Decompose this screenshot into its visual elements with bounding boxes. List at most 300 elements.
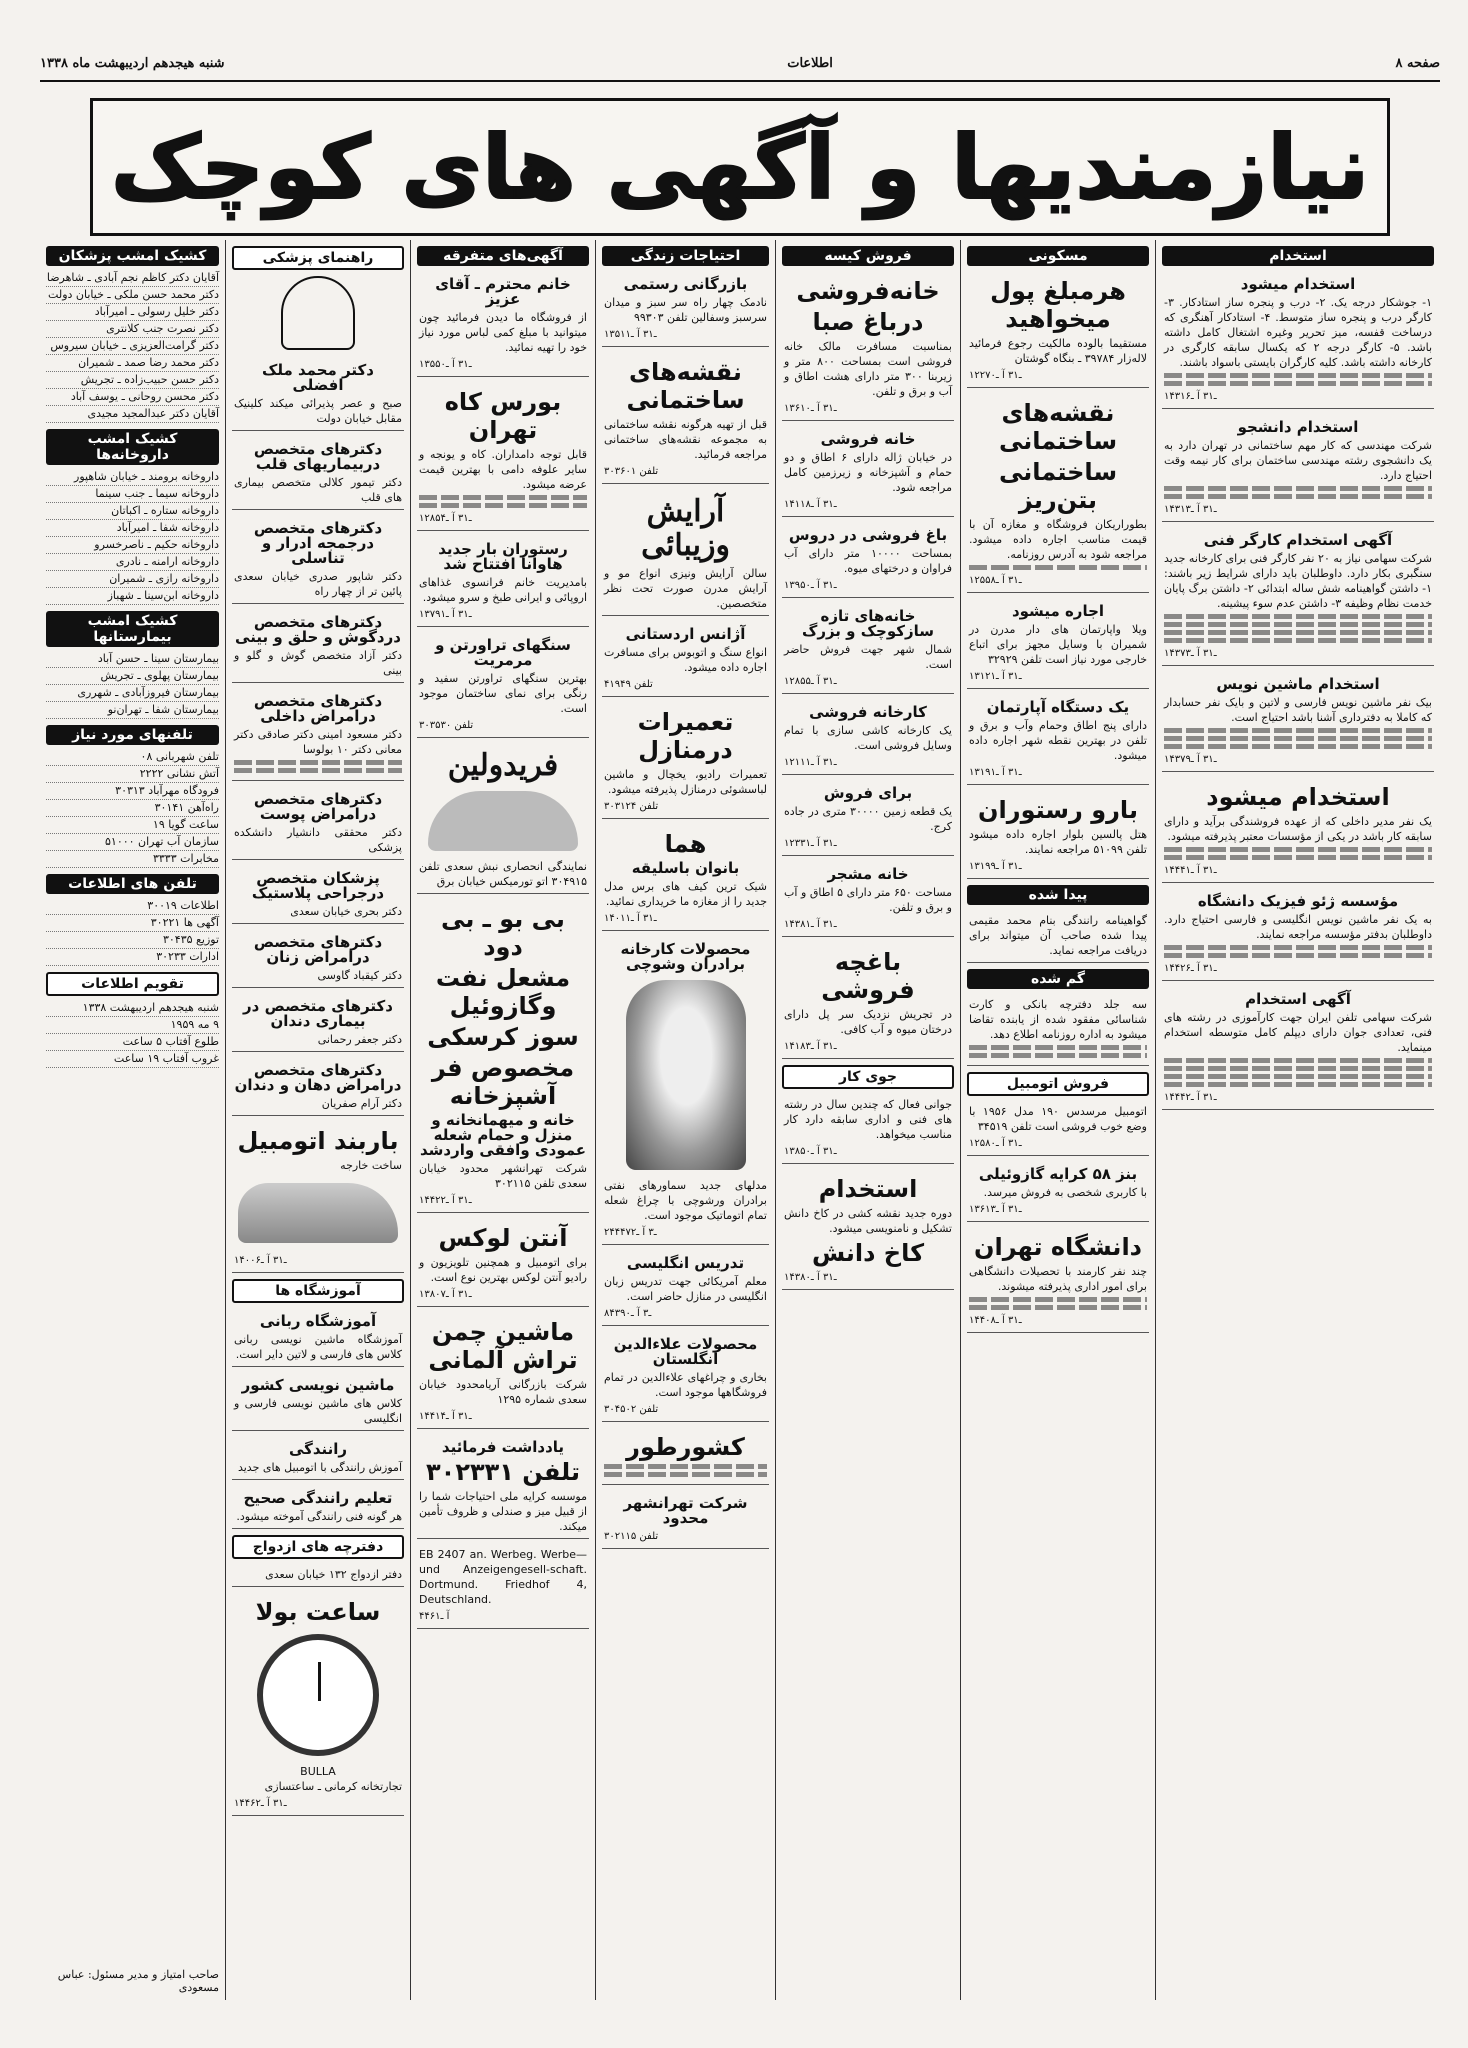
column-life-needs [595,240,775,2000]
page-header [40,46,1440,80]
ad-code: تلفن ۳۰۴۵۰۲ [604,1404,659,1415]
ad-body: ساخت خارجه [340,1159,402,1172]
ad-title: ماشین چمن تراش آلمانی [428,1318,578,1374]
ad-title: درباغ صبا [812,308,924,336]
list-item: ادارات ۳۰۲۳۳ [46,949,219,966]
ad-title: هما [664,830,707,858]
ad-title: شرکت تهرانشهر محدود [623,1494,748,1527]
paper-name: اطلاعات [787,55,833,71]
ad-code: ۱ـ۳۱ آ ـ۲۲۷۰ [969,370,1022,381]
list-item: آتش نشانی ۲۲۲۲ [46,766,219,783]
iron-illustration [428,791,578,851]
page-number: صفحه ۸ [1395,55,1440,71]
list-item: غروب آفتاب ۱۹ ساعت [46,1051,219,1068]
ad-code: آ ـ۴۴۶۱ [419,1611,450,1622]
ad-body: هر گونه فنی رانندگی آموخته میشود. [236,1510,402,1523]
ad-title: خانه مشجر [827,865,909,883]
section-header-job-seekers: جوی کار [782,1065,954,1089]
ad-title: یادداشت فرمائید [441,1438,565,1456]
section-header-phones: تلفنهای مورد نیاز [46,725,219,745]
ad-code: ۱ـ۳۱ آ ـ۲۳۳۱ [784,838,837,849]
classified-ad [602,1489,769,1549]
ad-code: ۱ـ۳۱ آ ـ۴۴۱۴ [419,1411,472,1422]
ad-body: معلم آمریکائی جهت تدریس زبان انگلیسی در منازل حاضر است. [604,1275,767,1303]
ad-body: دکتر آزاد متخصص گوش و گلو و بینی [234,649,402,677]
publisher-note: صاحب امتیاز و مدیر مسئول: عباس مسعودی [57,1968,219,1994]
ad-body: دوره جدید نقشه کشی در کاخ دانش تشکیل و نامنویسی میشود. [784,1207,952,1235]
classified-ad [967,993,1149,1066]
ad-body: دکتر جعفر رحمانی [317,1033,402,1046]
section-header-life-needs: احتیاجات زندگی [602,246,769,266]
ad-body: دکتر کیقباد گاوسی [317,969,402,982]
list-item: آقایان دکتر کاظم نجم آبادی ـ شاهرضا [46,270,219,287]
classified-ad [967,693,1149,785]
section-header-pharmacies: کشیک امشب داروخانه‌ها [46,429,219,465]
phones-list [46,749,219,868]
ad-code: تلفن ۳۰۲۱۱۵ [604,1531,659,1542]
list-item: داروخانه ارامنه ـ نادری [46,554,219,571]
classified-ad [417,1217,589,1307]
section-header-found: پیدا شده [967,885,1149,905]
ad-body: مساحت ۶۵۰ متر دارای ۵ اطاق و آب و برق و تلفن. [784,886,953,914]
list-item: دکتر گرامت‌العزیزی ـ خیابان سیروس [46,338,219,355]
ad-code: ۱ـ۳۱ آ ـ۳۸۵۰ [784,1146,837,1157]
ad-title: مشعل نفت وگازوئیل [435,964,571,1020]
date-line: شنبه هیجدهم اردیبهشت ماه ۱۳۳۸ [40,55,225,71]
section-header-ettelaat-phones: تلفن های اطلاعات [46,874,219,894]
ad-body: از فروشگاه ما دیدن فرمائید چون میتوانید با مبلغ کمی لباس مورد نیاز خود را تهیه نمائید. [419,311,587,354]
classified-ad [232,1435,404,1480]
classified-ad [782,779,954,856]
ad-title: کاخ دانش [811,1239,925,1267]
ad-title: آموزشگاه ربانی [259,1312,377,1330]
ad-title: آگهی استخدام کارگر فنی [1203,531,1393,549]
classified-ad [602,935,769,1245]
ad-code: ۱ـ۳۱ آ ـ۳۶۱۳ [969,1204,1022,1215]
list-item: آقایان دکتر عبدالمجید مجیدی [46,406,219,423]
ad-code: ۱ـ۳۱ آ ـ۴۳۱۶ [1164,391,1217,402]
classified-ad [232,992,404,1052]
ad-body: دکتر مسعود امینی دکتر صادقی دکتر معانی دکتر ۱۰ بولوسا [234,728,402,756]
list-item: بیمارستان سینا ـ حسن آباد [46,651,219,668]
ad-title: دکتر محمد ملک افضلی [262,361,374,394]
ad-code: ۱ـ۳۱ آ ـ۴۳۱۳ [1164,504,1217,515]
ad-body: گواهینامه رانندگی بنام محمد مقیمی پیدا شده صاحب آن میتواند برای دریافت مراجعه نماید. [969,914,1147,957]
column-for-sale [775,240,960,2000]
classified-ad [967,392,1149,593]
classified-ad [967,597,1149,689]
ad-title: تلفن ۳۰۲۳۳۱ [426,1458,580,1486]
ad-code: ۱ـ۳۱ آ ـ۳۸۰۷ [419,1289,472,1300]
ad-body: دکتر تیمور کلالی متخصص بیماری های قلب [234,476,402,504]
ad-title: خانه‌های تازه سازکوچک و بزرگ [801,607,935,640]
ad-code: ۱ـ۳۱ آ ـ۴۱۸۳ [784,1041,837,1052]
ad-code: ۱ـ۳۱ آ ـ۴۴۲۶ [1164,963,1217,974]
classified-ad [1162,526,1434,666]
classified-ad [417,631,589,738]
classified-ad [232,1591,404,1816]
ad-body: قابل توجه دامداران. کاه و یونجه و سایر علوفه دامی با بهترین قیمت عرضه میشود. [419,448,587,491]
ad-title: پزشکان متخصص درجراحی پلاستیک [251,869,385,902]
section-header-calendar: تقویم اطلاعات [46,972,219,996]
list-item: بیمارستان پهلوی ـ تجریش [46,668,219,685]
ad-title: باغچه فروشی [821,948,915,1004]
ad-body: بیک نفر ماشین نویس فارسی و لاتین و بایک نفر حسابدار که کاملا به دفترداری آشنا باشد احتیاج است. [1164,696,1432,724]
ad-code: ۱ـ۳۱ آ ـ۴۳۷۳ [1164,648,1217,659]
ad-code: ۱ـ۳۱ آ ـ۳۱۹۱ [969,767,1022,778]
ad-body: یک کارخانه کاشی سازی با تمام وسایل فروشی است. [784,724,952,752]
classified-ad [967,789,1149,879]
ad-body: با کاربری شخصی به فروش میرسد. [983,1186,1147,1199]
list-item: داروخانه ستاره ـ اکباتان [46,503,219,520]
list-item: ساعت گویا ۱۹ [46,817,219,834]
ad-title: باربند اتومبیل [237,1127,399,1155]
classified-ad [417,270,589,377]
classified-ad [782,521,954,598]
classified-ad [417,1543,589,1629]
ad-title: استخدام ماشین نویس [1216,675,1380,693]
ad-body: انواع سنگ و اتوبوس برای مسافرت اجاره داده میشود. [604,646,767,674]
list-item: مخابرات ۳۳۳۳ [46,851,219,868]
ad-title: بورس کاه تهران [444,388,562,444]
ad-title: تعلیم رانندگی صحیح [243,1489,393,1507]
ad-body: سالن آرایش ونیزی انواع مو و آرایش مدرن صورت تحت نظر متخصصین. [604,567,767,610]
list-item: ۹ مه ۱۹۵۹ [46,1017,219,1034]
list-item: داروخانه سیما ـ جنب سینما [46,486,219,503]
ad-code: ۱ـ۳۱ آ ـ۴۴۴۲ [1164,1092,1217,1103]
classified-ad [602,351,769,484]
ad-code: تلفن ۳۰۳۶۰۱ [604,466,659,477]
classified-ad [232,1056,404,1116]
list-item: دکتر محسن روحانی ـ یوسف آباد [46,389,219,406]
classified-ad [232,435,404,510]
ad-title: بنز ۵۸ کرایه گازوئیلی [978,1165,1138,1183]
column-services [40,240,225,2000]
ad-body: بمناسبت مسافرت مالک خانه فروشی است بمساحت ۸۰۰ متر و زیربنا ۳۰۰ متر دارای هشت اطاق و آب و برق و تلفن. [784,340,953,398]
list-item: اطلاعات ۳۰۰۱۹ [46,898,219,915]
classified-ad [1162,887,1434,981]
ad-code: ۱ـ۳۱ آ ـ۲۵۵۸ [969,575,1022,586]
ad-body: آموزشگاه ماشین نویسی ربانی کلاس های فارسی و لاتین دایر است. [234,1333,402,1361]
ad-code: ۱ـ۳۱ آ ـ۴۴۰۸ [969,1315,1022,1326]
ad-body: دکتر بحری خیابان سعدی [290,905,402,918]
list-item: سازمان آب تهران ۵۱۰۰۰ [46,834,219,851]
ad-body: در خیابان ژاله دارای ۶ اطاق و دو حمام و آشپزخانه و زیرزمین کامل مراجعه شود. [784,451,952,494]
samovar-illustration [626,980,746,1170]
list-item: توزیع ۳۰۴۳۵ [46,932,219,949]
section-header-miscellaneous: آگهی‌های متفرقه [417,246,589,266]
ad-body: نادمک چهار راه سر سبز و میدان سرسبز وسفالین تلفن ۹۹۳۰۳ [604,296,767,324]
classified-ad [1162,985,1434,1110]
ad-title: خانه فروشی [820,430,916,448]
classified-columns [40,240,1440,2010]
ad-title: محصولات کارخانه برادران وشوچی [620,940,751,973]
medical-chalice-icon [281,276,355,350]
ad-title: رستوران بار جدید هاوانا افتتاح شد [438,540,568,573]
ad-title: دکترهای متخصص دربیماریهای قلب [253,440,383,473]
classified-ad [782,860,954,937]
section-header-marriage-offices: دفترچه های ازدواج [232,1535,404,1559]
ad-code: ۲۴ـ۳ آ ـ۴۴۷۲ [604,1227,657,1238]
list-item: دکتر نصرت جنب کلانتری [46,321,219,338]
list-item: دکتر محمد رضا صمد ـ شمیران [46,355,219,372]
ad-code: ۱ـ۳۱ آ ـ۳۵۵۰ [419,359,472,370]
ad-body: مستقیما بالوده مالکیت رجوع فرمائید لاله‌زار ۳۹۷۸۴ ـ بنگاه گوشتان [969,337,1147,365]
classified-ad [232,785,404,860]
list-item: داروخانه رازی ـ شمیران [46,571,219,588]
list-item: دکتر خلیل رسولی ـ امیرآباد [46,304,219,321]
ad-body: یک نفر مدیر داخلی که از عهده فروشندگی برآید و دارای سابقه کار باشد در یکی از مؤسسات معتبر پذیرفته میشود. [1164,815,1432,843]
classified-ad [967,1100,1149,1156]
ad-title: بارو رستوران [978,796,1138,824]
ad-code: ۱ـ۳۱ آ ـ۳۶۱۰ [784,403,837,414]
ad-title: کارخانه فروشی [809,703,927,721]
ad-body: دفتر ازدواج ۱۳۲ خیابان سعدی [265,1568,402,1581]
ad-title: استخدام میشود [1240,275,1356,293]
ad-body: هتل پالسین بلوار اجاره داده میشود تلفن ۵۱۰۹۹ مراجعه نمایند. [969,828,1147,856]
section-header-hospitals: کشیک امشب بیمارستانها [46,611,219,647]
classified-ad [417,1433,589,1539]
ad-code: ۱ـ۳۱ آ ـ۴۳۸۱ [784,919,837,930]
classified-ad [232,356,404,431]
ad-title: مخصوص فر آشپزخانه [431,1054,575,1110]
section-header-for-sale: فروش کیسه [782,246,954,266]
ad-code: ۱ـ۳۱ آ ـ۴۴۴۱ [1164,865,1217,876]
section-header-housing: مسکونی [967,246,1149,266]
list-item: بیمارستان شفا ـ تهران‌نو [46,702,219,719]
ad-title: تعمیرات درمنازل [637,708,734,764]
classified-ad [967,1160,1149,1222]
ad-title: رانندگی [288,1440,348,1458]
ad-title: استخدام دانشجو [1237,418,1359,436]
banner-title: نیازمندیها و آگهی های کوچک [110,115,1370,219]
ad-title: آنتن لوکس [438,1224,568,1252]
ad-title: نقشه‌های ساختمانی [626,358,745,414]
ad-body: کلاس های ماشین نویسی فارسی و انگلیسی [234,1397,402,1425]
list-item: داروخانه ابن‌سینا ـ شهباز [46,588,219,605]
classified-ad [232,1371,404,1431]
ad-body: شمال شهر جهت فروش حاضر است. [784,643,952,671]
ad-title: ماشین نویسی کشور [241,1376,395,1394]
ad-code: ۱ـ۳۱ آ ـ۴۰۱۱ [604,913,657,924]
classified-ad [967,909,1149,963]
list-item: دکتر محمد حسن ملکی ـ خیابان دولت [46,287,219,304]
classified-ad [967,1226,1149,1333]
ad-title: استخدام میشود [1206,783,1390,811]
ettelaat-phones-list [46,898,219,966]
classified-ad [232,1307,404,1367]
header-rule [40,80,1440,82]
ad-body: سه جلد دفترچه بانکی و کارت شناسائی مفقود شده از یابنده تقاضا میشود به اداره روزنامه اطلاع دهد. [969,998,1147,1041]
ad-title: سوز کرسکی [427,1023,579,1051]
section-banner [90,98,1390,236]
classified-ad [417,535,589,627]
classified-ad [602,701,769,819]
ad-code: ۱ـ۳۱ آ ـ۳۱۲۱ [969,671,1022,682]
ad-body: نمایندگی انحصاری نبش سعدی تلفن ۳۰۴۹۱۵ اتو تورمیکس خیابان برق [419,860,587,888]
ad-title: دکترهای متخصص درامراض زنان [253,933,383,966]
ad-title: دکترهای متخصص درجمجه ادرار و تناسلی [253,519,383,567]
ad-body: شرکت بازرگانی آریامحدود خیابان سعدی شماره ۱۲۹۵ [419,1378,587,1406]
section-header-employment: استخدام [1162,246,1434,266]
classified-ad [417,898,589,1213]
ad-title: برای فروش [823,784,913,802]
ad-body: بامدیریت خانم فرانسوی غذاهای اروپائی و ایرانی طبخ و سرو میشود. [419,576,587,604]
section-header-car-sale: فروش اتومبیل [967,1072,1149,1096]
car-illustration [238,1183,398,1243]
column-medical [225,240,410,2000]
column-miscellaneous [410,240,595,2000]
ad-title: تدریس انگلیسی [626,1254,745,1272]
ad-title: ساعت بولا [255,1598,381,1626]
ad-title: اجاره میشود [1011,602,1105,620]
ad-body: برای اتومبیل و همچنین تلویزیون و رادیو آنتن لوکس بهترین نوع است. [419,1256,587,1284]
ad-body: آموزش رانندگی با اتومبیل های جدید [237,1461,402,1474]
classified-ad [1162,670,1434,772]
classified-ad [782,270,954,421]
ad-code: ۸ـ۳ آ ـ۴۳۹۰ [604,1308,652,1319]
ad-body: موسسه کرایه ملی احتیاجات شما را از قبیل میز و صندلی و ظروف تأمین میکند. [419,1490,587,1533]
ad-title: خانه‌فروشی [796,277,940,305]
ad-title: آژانس اردستانی [625,625,746,643]
ad-title: خانه و میهمانخانه و منزل و حمام شعله عمودی وافقی واردشد [419,1111,587,1159]
ad-code: ۱ـ۳۱ آ ـ۲۸۵۵ [784,676,837,687]
ad-title: دکترهای متخصص در بیماری دندان [243,997,393,1030]
ad-title: محصولات علاءالدین انگلستان [613,1335,758,1368]
classified-ad [1162,413,1434,522]
ad-code: ۱ـ۳۱ آ ـ۳۷۹۱ [419,609,472,620]
ad-body: مدلهای جدید سماورهای نفتی برادران ورشوچی با چراغ شعله تمام اتوماتیک موجود است. [604,1179,767,1222]
classified-ad [232,864,404,924]
classified-ad [782,698,954,775]
ad-code: ۱ـ۳۱ آ ـ۴۳۸۰ [784,1272,837,1283]
ad-title: یک دستگاه آپارتمان [986,698,1130,716]
ad-body: در تجریش نزدیک سر پل دارای درختان میوه و آب کافی. [784,1008,952,1036]
classified-ad [232,1563,404,1587]
ad-body: بخاری و چراغهای علاءالدین در تمام فروشگاهها موجود است. [604,1371,767,1399]
classified-ad [782,1168,954,1290]
section-header-doctors-on-call: کشیک امشب پزشکان [46,246,219,266]
classified-ad [232,928,404,988]
list-item: راه‌آهن ۳۰۱۴۱ [46,800,219,817]
list-item: تلفن شهربانی ۰۸ [46,749,219,766]
ad-code: ۱ـ۳۱ آ ـ۳۹۵۰ [784,580,837,591]
newspaper-page [40,40,1440,2010]
classified-ad [1162,776,1434,883]
ad-title: آرایش وزیبائی [641,494,730,563]
doctors-on-call-list [46,270,219,423]
section-header-medical-guide: راهنمای پزشکی [232,246,404,270]
ad-body: شیک ترین کیف های برس مدل جدید را از مغازه ما خریداری نمائید. [604,880,767,908]
classified-ad [417,1311,589,1429]
classified-ad [232,608,404,683]
ad-body: بطوراریکان فروشگاه و مغازه آن با قیمت مناسب اجاره داده میشود. مراجعه شود به آدرس روزنامه. [969,518,1147,561]
calendar-list [46,1000,219,1068]
classified-ad [232,687,404,781]
ad-code: ۱ـ۳۱ آ ـ۳۵۱۱ [604,329,657,340]
ad-title: دانشگاه تهران [974,1233,1142,1261]
ad-code: ۱ـ۳۱ آ ـ۴۴۶۲ [234,1798,287,1809]
ad-body: دکتر آرام صفریان [321,1097,402,1110]
classified-ad [602,1249,769,1326]
classified-ad [967,270,1149,388]
ad-body: جوانی فعال که چندین سال در رشته های فنی و اداری سابقه دارد کار مناسب میخواهد. [784,1098,952,1141]
ad-code: ۱ـ۳۱ آ ـ۳۱۹۹ [969,861,1022,872]
ad-code: ۱ـ۳۱ آ ـ۴۳۷۹ [1164,754,1217,765]
classified-ad [602,620,769,697]
column-housing [960,240,1155,2000]
classified-ad [782,1093,954,1164]
ad-body: صبح و عصر پذیرائی میکند کلینیک مقابل خیابان دولت [234,397,402,425]
list-item: آگهی ها ۳۰۲۲۱ [46,915,219,932]
hospitals-list [46,651,219,719]
ad-title: دکترهای متخصص درامراض دهان و دندان [234,1061,402,1094]
ad-body: EB 2407 an. Werbeg. Werbe—und Anzeigengesell-schaft. Dortmund. Friedhof 4, Deutschland. [419,1548,587,1606]
ad-body: شرکت تهرانشهر محدود خیابان سعدی تلفن ۳۰۲۱۱۵ [419,1162,587,1190]
ad-body: ویلا واپارتمان های دار مدرن در شمیران با وسایل مجهز برای اتباع خارجی مورد نیاز است تلفن ۳۲۹۲۹ [969,623,1147,666]
ad-body: بهترین سنگهای تراورتن سفید و رنگی برای نمای ساختمان موجود است. [419,672,587,715]
list-item: شنبه هیجدهم اردیبهشت ۱۳۳۸ [46,1000,219,1017]
ad-title: آگهی استخدام [1245,990,1351,1008]
ad-title: هرمبلغ پول میخواهید [990,277,1126,333]
ad-code: ۱ـ۳۱ آ ـ۲۸۵۴ [419,513,472,524]
ad-body: تعمیرات رادیو، یخچال و ماشین لباسشوئی درمنازل پذیرفته میشود. [604,768,767,796]
ad-title: باغ فروشی در دروس [788,526,948,544]
ad-title: سنگهای تراورتن و مرمریت [435,636,571,669]
wristwatch-illustration [257,1634,379,1756]
classified-ad [417,381,589,531]
ad-title: خانم محترم ـ آقای عزیز [435,275,571,308]
classified-ad [417,742,589,894]
ad-body: تجارتخانه کرمانی ـ ساعتسازی [264,1780,402,1793]
ad-title: کشورطور [626,1433,745,1461]
classified-ad [782,425,954,517]
classified-ad [602,488,769,616]
classified-ad [602,1426,769,1485]
classified-ad [232,514,404,604]
ad-body: یک قطعه زمین ۳۰۰۰۰ متری در جاده کرج. [784,805,953,833]
ad-body: چند نفر کارمند با تحصیلات دانشگاهی برای امور اداری پذیرفته میشوند. [969,1265,1147,1293]
ad-body: به یک نفر ماشین نویس انگلیسی و فارسی احتیاج دارد. داوطلبان بدفتر مؤسسه مراجعه نمایند. [1164,913,1432,941]
classified-ad [602,270,769,347]
ad-body: شرکت سهامی نیاز به ۲۰ نفر کارگر فنی برای کارخانه جدید سنگبری بکار دارد. داوطلبان باید دارای شرایط زیر باشند: ۱- داشتن گواهینامه شش ساله ابتدائی ۲- داشتن برگ پایان خدمت نظام وظیفه ۳- داشتن عدم سوء پیشینه. [1164,552,1432,610]
pharmacies-list [46,469,219,605]
ad-body: بمساحت ۱۰۰۰۰ متر دارای آب فراوان و درختهای میوه. [784,547,952,575]
ad-title: مؤسسه ژئو فیزیک دانشگاه [1197,892,1399,910]
ad-title: بی بو ـ بی دود [441,905,565,961]
ad-title: استخدام [818,1175,918,1203]
ad-title: بازرگانی رستمی [623,275,748,293]
classified-ad [782,941,954,1059]
ad-body: دکتر محققی دانشیار دانشکده پزشکی [234,826,402,854]
ad-code: ۱ـ۳۱ آ ـ۲۱۱۱ [784,757,837,768]
section-header-schools: آموزشگاه ها [232,1279,404,1303]
ad-code: ۱ـ۳۱ آ ـ۴۰۰۶ [234,1255,287,1266]
column-employment [1155,240,1440,2000]
ad-title: فریدولین [447,748,559,783]
ad-body: دکتر شاپور صدری خیابان سعدی پائین تر از چهار راه [234,570,402,598]
ad-title: نقشه‌های ساختمانی [998,399,1118,455]
list-item: داروخانه شفا ـ امیرآباد [46,520,219,537]
ad-title: دکترهای متخصص درامراض پوست [253,790,383,823]
ad-code: ۱ـ۳۱ آ ـ۴۴۲۲ [419,1195,472,1206]
classified-ad [602,1330,769,1422]
ad-body: شرکت سهامی تلفن ایران جهت کارآموزی در رشته های فنی، تعدادی جوان دارای دیپلم کامل متوسطه استخدام مینماید. [1164,1011,1432,1054]
ad-title: دکترهای متخصص دردگوش و حلق و بینی [235,613,401,646]
ad-body: دارای پنج اطاق وحمام وآب و برق و تلفن در بهترین نقطه شهر اجاره داده میشود. [969,719,1147,762]
ad-body: ۱- جوشکار درجه یک. ۲- درب و پنجره ساز استادکار. ۳- کارگر درب و پنجره ساز متوسط. ۴- استادکار آهنگری که درساخت قفسه، میز تحریر وغیره اشتغال کامل داشته باشد. ۵- کارگر درجه ۲ که یکسال سابقه کارگری در کارخانه داشته باشد. کلیه کارگران بایستی باسواد باشند. [1164,296,1433,369]
classified-ad [782,602,954,694]
